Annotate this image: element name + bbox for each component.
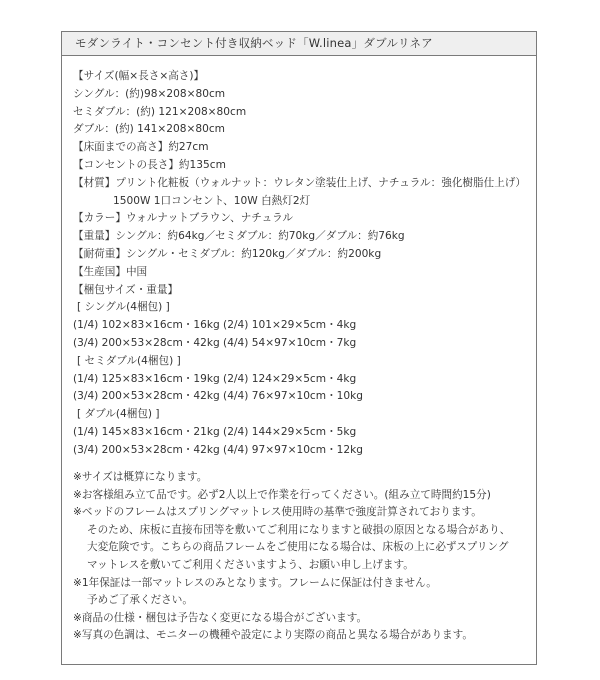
spec-package-heading: 【梱包サイズ・重量】 bbox=[73, 283, 179, 296]
note-warranty: ※1年保証は一部マットレスのみとなります。フレームに保証は付きません。 bbox=[73, 576, 437, 589]
note-warranty-cont: 予めご了承ください。 bbox=[87, 594, 193, 607]
spec-size-double: ダブル：(約) 141×208×80cm bbox=[73, 123, 225, 136]
note-frame-strength-cont-2: 大変危険です。こちらの商品フレームをご使用になる場合は、床板の上に必ずスプリング bbox=[87, 541, 509, 554]
spec-origin: 【生産国】中国 bbox=[73, 265, 148, 278]
note-assembly: ※お客様組み立て品です。必ず2人以上で作業を行ってください。(組み立て時間約15分) bbox=[73, 488, 491, 501]
spec-load-capacity: 【耐荷重】シングル・セミダブル：約120kg／ダブル：約200kg bbox=[73, 247, 382, 260]
spec-floor-height: 【床面までの高さ】約27cm bbox=[73, 141, 209, 154]
notes-list bbox=[73, 469, 533, 645]
note-size-approx: ※サイズは概算になります。 bbox=[73, 471, 208, 483]
spec-size-heading: 【サイズ(幅×長さ×高さ)】 bbox=[73, 70, 205, 82]
package-single-row-1: (1/4) 102×83×16cm・16kg (2/4) 101×29×5cm・4kg bbox=[73, 319, 357, 332]
spec-material-electrical: 1500W 1口コンセント、10W 白熱灯2灯 bbox=[113, 194, 311, 207]
package-semidouble-heading: [ セミダブル(4梱包) ] bbox=[77, 354, 181, 367]
note-spec-change: ※商品の仕様・梱包は予告なく変更になる場合がございます。 bbox=[73, 611, 368, 624]
note-frame-strength-cont-3: マットレスを敷いてご利用くださいますよう、お願い申し上げます。 bbox=[87, 558, 414, 571]
package-single-heading: [ シングル(4梱包) ] bbox=[77, 301, 170, 314]
package-semidouble-row-1: (1/4) 125×83×16cm・19kg (2/4) 124×29×5cm・4kg bbox=[73, 372, 357, 385]
package-double-heading: [ ダブル(4梱包) ] bbox=[77, 408, 160, 421]
note-frame-strength: ※ベッドのフレームはスプリングマットレス使用時の基準で強度計算されております。 bbox=[73, 506, 482, 519]
package-single-row-2: (3/4) 200×53×28cm・42kg (4/4) 54×97×10cm・7kg bbox=[73, 336, 357, 349]
spec-size-single: シングル：(約)98×208×80cm bbox=[73, 87, 226, 100]
note-color-tone: ※写真の色調は、モニターの機種や設定により実際の商品と異なる場合があります。 bbox=[73, 629, 473, 642]
spec-size-semidouble: セミダブル：(約) 121×208×80cm bbox=[73, 105, 247, 118]
spec-color: 【カラー】ウォルナットブラウン、ナチュラル bbox=[73, 212, 294, 225]
spec-material: 【材質】プリント化粧板（ウォルナット：ウレタン塗装仕上げ、ナチュラル：強化樹脂仕上げ） bbox=[73, 176, 526, 189]
spec-outlet-length: 【コンセントの長さ】約135cm bbox=[73, 158, 226, 171]
spec-weight: 【重量】シングル：約64kg／セミダブル：約70kg／ダブル：約76kg bbox=[73, 230, 405, 243]
spec-panel bbox=[61, 31, 537, 665]
spec-list bbox=[73, 68, 533, 460]
package-double-row-1: (1/4) 145×83×16cm・21kg (2/4) 144×29×5cm・5kg bbox=[73, 425, 357, 438]
spec-header bbox=[62, 32, 536, 56]
package-double-row-2: (3/4) 200×53×28cm・42kg (4/4) 97×97×10cm・12kg bbox=[73, 443, 364, 456]
product-title: モダンライト・コンセント付き収納ベッド「W.linea」ダブルリネア bbox=[75, 36, 433, 50]
package-semidouble-row-2: (3/4) 200×53×28cm・42kg (4/4) 76×97×10cm・10kg bbox=[73, 390, 364, 403]
note-frame-strength-cont-1: そのため、床板に直接布団等を敷いてご利用になりますと破損の原因となる場合があり、 bbox=[87, 523, 511, 536]
